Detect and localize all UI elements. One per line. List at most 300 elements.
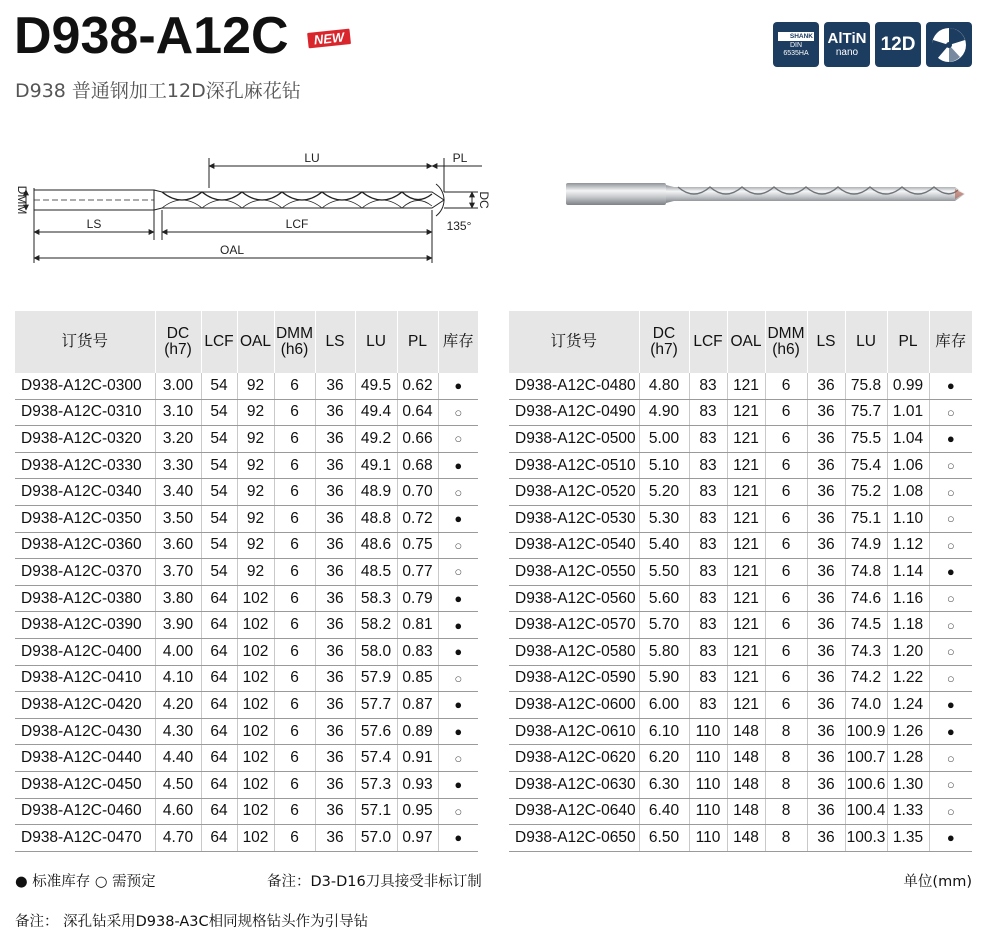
spec-cell: 36 — [807, 771, 845, 798]
column-header: LU — [845, 311, 887, 373]
spec-cell: 36 — [807, 612, 845, 639]
spec-cell: 1.16 — [887, 585, 929, 612]
stock-legend: ● 标准库存 ○ 需预定 — [15, 874, 156, 890]
spec-cell: 74.0 — [845, 692, 887, 719]
stock-cell: ○ — [438, 665, 478, 692]
spec-cell: 6 — [765, 638, 807, 665]
spec-cell: 0.64 — [397, 399, 438, 426]
spec-cell: 148 — [727, 745, 765, 772]
stock-cell: ● — [438, 825, 478, 852]
spec-cell: 3.30 — [155, 452, 201, 479]
spec-cell: 74.9 — [845, 532, 887, 559]
spec-cell: 4.10 — [155, 665, 201, 692]
spec-cell: 148 — [727, 718, 765, 745]
table-row — [15, 452, 478, 479]
custom-order-note: 备注：D3-D16刀具接受非标订制 — [267, 874, 482, 890]
spec-cell: 121 — [727, 665, 765, 692]
spec-cell: 0.77 — [397, 559, 438, 586]
spec-cell: 64 — [201, 612, 237, 639]
spec-cell: 5.50 — [639, 559, 689, 586]
order-number-cell: D938-A12C-0430 — [15, 718, 155, 745]
table-row — [509, 665, 972, 692]
spec-cell: 54 — [201, 505, 237, 532]
spec-cell: 48.9 — [355, 479, 397, 506]
table-row — [509, 373, 972, 399]
spec-cell: 3.10 — [155, 399, 201, 426]
order-number-cell: D938-A12C-0330 — [15, 452, 155, 479]
order-number-cell: D938-A12C-0420 — [15, 692, 155, 719]
spec-cell: 49.1 — [355, 452, 397, 479]
spec-cell: 64 — [201, 745, 237, 772]
stock-cell: ● — [438, 612, 478, 639]
spec-cell: 6 — [765, 665, 807, 692]
spec-cell: 1.22 — [887, 665, 929, 692]
table-row — [509, 585, 972, 612]
table-row — [509, 426, 972, 453]
spec-cell: 92 — [237, 399, 274, 426]
spec-cell: 57.0 — [355, 825, 397, 852]
spec-cell: 1.35 — [887, 825, 929, 852]
label-dc: DC — [477, 191, 491, 209]
spec-cell: 102 — [237, 825, 274, 852]
spec-cell: 54 — [201, 399, 237, 426]
spec-cell: 57.9 — [355, 665, 397, 692]
stock-cell: ○ — [929, 771, 972, 798]
column-header: OAL — [727, 311, 765, 373]
column-header: PL — [397, 311, 438, 373]
order-number-cell: D938-A12C-0640 — [509, 798, 639, 825]
table-row — [509, 452, 972, 479]
spec-cell: 121 — [727, 479, 765, 506]
spec-cell: 36 — [807, 718, 845, 745]
spec-cell: 110 — [689, 798, 727, 825]
spec-cell: 4.50 — [155, 771, 201, 798]
spec-cell: 1.08 — [887, 479, 929, 506]
order-number-cell: D938-A12C-0470 — [15, 825, 155, 852]
spec-cell: 83 — [689, 399, 727, 426]
stock-cell: ○ — [929, 399, 972, 426]
spec-cell: 0.72 — [397, 505, 438, 532]
spec-cell: 6 — [765, 692, 807, 719]
spec-cell: 36 — [807, 825, 845, 852]
table-row — [15, 585, 478, 612]
spec-cell: 100.6 — [845, 771, 887, 798]
spec-cell: 48.6 — [355, 532, 397, 559]
spec-cell: 36 — [315, 825, 355, 852]
spec-cell: 6.30 — [639, 771, 689, 798]
spec-cell: 74.3 — [845, 638, 887, 665]
spec-cell: 75.5 — [845, 426, 887, 453]
spec-cell: 57.1 — [355, 798, 397, 825]
spec-cell: 75.1 — [845, 505, 887, 532]
spec-cell: 1.04 — [887, 426, 929, 453]
spec-cell: 6.10 — [639, 718, 689, 745]
stock-cell: ○ — [438, 532, 478, 559]
stock-cell: ○ — [929, 479, 972, 506]
depth-12d-icon — [875, 22, 921, 67]
spec-cell: 83 — [689, 373, 727, 399]
spec-cell: 102 — [237, 692, 274, 719]
spec-cell: 121 — [727, 505, 765, 532]
stock-cell: ○ — [929, 612, 972, 639]
spec-icon-group — [773, 22, 972, 67]
spec-cell: 5.30 — [639, 505, 689, 532]
table-row — [15, 559, 478, 586]
spec-cell: 110 — [689, 718, 727, 745]
spec-cell: 1.24 — [887, 692, 929, 719]
spec-cell: 49.2 — [355, 426, 397, 453]
spec-cell: 3.70 — [155, 559, 201, 586]
stock-cell: ○ — [929, 505, 972, 532]
spec-cell: 110 — [689, 771, 727, 798]
spec-cell: 58.2 — [355, 612, 397, 639]
order-number-cell: D938-A12C-0480 — [509, 373, 639, 399]
spec-cell: 36 — [315, 718, 355, 745]
spec-cell: 64 — [201, 665, 237, 692]
column-header: 订货号 — [15, 311, 155, 373]
table-row — [15, 692, 478, 719]
spec-cell: 6 — [274, 479, 315, 506]
spec-cell: 92 — [237, 452, 274, 479]
spec-cell: 57.7 — [355, 692, 397, 719]
spec-cell: 6 — [274, 825, 315, 852]
spec-cell: 102 — [237, 718, 274, 745]
label-dmm: DMM — [15, 185, 29, 215]
spec-cell: 36 — [315, 771, 355, 798]
table-row — [15, 426, 478, 453]
order-number-cell: D938-A12C-0620 — [509, 745, 639, 772]
spec-cell: 54 — [201, 426, 237, 453]
spec-cell: 102 — [237, 771, 274, 798]
spec-cell: 6 — [765, 399, 807, 426]
order-number-cell: D938-A12C-0540 — [509, 532, 639, 559]
drill-product-image — [560, 170, 980, 220]
order-number-cell: D938-A12C-0360 — [15, 532, 155, 559]
spec-cell: 1.01 — [887, 399, 929, 426]
spec-cell: 58.3 — [355, 585, 397, 612]
page-title: D938-A12C — [14, 7, 289, 65]
spec-cell: 0.83 — [397, 638, 438, 665]
spec-cell: 36 — [807, 692, 845, 719]
table-row — [509, 692, 972, 719]
spec-cell: 121 — [727, 692, 765, 719]
spec-cell: 102 — [237, 612, 274, 639]
spec-cell: 121 — [727, 559, 765, 586]
stock-cell: ● — [438, 505, 478, 532]
spec-cell: 121 — [727, 426, 765, 453]
spec-cell: 36 — [315, 559, 355, 586]
stock-cell: ○ — [438, 479, 478, 506]
unit-label: 单位(mm) — [903, 874, 972, 890]
spec-cell: 6 — [274, 612, 315, 639]
table-row — [15, 373, 478, 399]
stock-cell: ○ — [438, 798, 478, 825]
spec-cell: 0.99 — [887, 373, 929, 399]
table-row — [15, 399, 478, 426]
column-header: LS — [315, 311, 355, 373]
spec-cell: 48.8 — [355, 505, 397, 532]
spec-cell: 36 — [315, 798, 355, 825]
order-number-cell: D938-A12C-0310 — [15, 399, 155, 426]
spec-cell: 92 — [237, 505, 274, 532]
order-number-cell: D938-A12C-0410 — [15, 665, 155, 692]
column-header: LCF — [689, 311, 727, 373]
spec-cell: 36 — [315, 638, 355, 665]
spec-cell: 1.14 — [887, 559, 929, 586]
table-row — [509, 718, 972, 745]
spec-cell: 36 — [807, 505, 845, 532]
order-number-cell: D938-A12C-0400 — [15, 638, 155, 665]
spec-cell: 4.80 — [639, 373, 689, 399]
spec-cell: 83 — [689, 638, 727, 665]
spec-cell: 1.06 — [887, 452, 929, 479]
order-number-cell: D938-A12C-0380 — [15, 585, 155, 612]
spec-cell: 0.89 — [397, 718, 438, 745]
stock-cell: ○ — [929, 532, 972, 559]
spec-cell: 4.70 — [155, 825, 201, 852]
spec-cell: 100.3 — [845, 825, 887, 852]
spec-cell: 36 — [807, 585, 845, 612]
altin-coating-icon — [824, 22, 870, 67]
spec-cell: 1.10 — [887, 505, 929, 532]
stock-cell: ● — [929, 559, 972, 586]
spec-cell: 5.60 — [639, 585, 689, 612]
table-row — [509, 638, 972, 665]
order-number-cell: D938-A12C-0600 — [509, 692, 639, 719]
table-row — [509, 505, 972, 532]
column-header: DMM (h6) — [765, 311, 807, 373]
spec-cell: 6 — [274, 532, 315, 559]
column-header: LU — [355, 311, 397, 373]
spec-cell: 6 — [274, 692, 315, 719]
spec-cell: 5.80 — [639, 638, 689, 665]
spec-cell: 6 — [274, 638, 315, 665]
spec-cell: 92 — [237, 373, 274, 399]
spec-cell: 121 — [727, 585, 765, 612]
stock-cell: ○ — [438, 399, 478, 426]
spec-cell: 1.28 — [887, 745, 929, 772]
spec-cell: 5.10 — [639, 452, 689, 479]
spec-cell: 121 — [727, 638, 765, 665]
spec-cell: 54 — [201, 373, 237, 399]
dimension-drawing — [12, 148, 492, 268]
spec-cell: 1.33 — [887, 798, 929, 825]
spec-cell: 92 — [237, 426, 274, 453]
column-header: 订货号 — [509, 311, 639, 373]
table-row — [15, 825, 478, 852]
table-row — [509, 798, 972, 825]
spec-cell: 100.9 — [845, 718, 887, 745]
spec-cell: 6 — [765, 612, 807, 639]
order-number-cell: D938-A12C-0580 — [509, 638, 639, 665]
spec-cell: 6.20 — [639, 745, 689, 772]
shank-standard: 6535HA — [783, 49, 809, 57]
spec-table-left — [15, 311, 478, 852]
column-header: LCF — [201, 311, 237, 373]
table-row — [509, 399, 972, 426]
spec-cell: 6 — [274, 426, 315, 453]
stock-cell: ● — [929, 825, 972, 852]
spec-cell: 8 — [765, 798, 807, 825]
order-number-cell: D938-A12C-0610 — [509, 718, 639, 745]
order-number-cell: D938-A12C-0560 — [509, 585, 639, 612]
spec-cell: 1.12 — [887, 532, 929, 559]
spec-cell: 74.8 — [845, 559, 887, 586]
spec-cell: 5.90 — [639, 665, 689, 692]
spec-cell: 121 — [727, 532, 765, 559]
spec-cell: 36 — [807, 373, 845, 399]
stock-cell: ○ — [929, 798, 972, 825]
spec-cell: 48.5 — [355, 559, 397, 586]
stock-cell: ● — [438, 452, 478, 479]
spec-cell: 8 — [765, 745, 807, 772]
order-number-cell: D938-A12C-0370 — [15, 559, 155, 586]
spec-cell: 4.90 — [639, 399, 689, 426]
stock-cell: ● — [438, 585, 478, 612]
new-badge-text: NEW — [313, 29, 345, 48]
spec-cell: 36 — [807, 638, 845, 665]
order-number-cell: D938-A12C-0450 — [15, 771, 155, 798]
spec-cell: 6 — [274, 665, 315, 692]
spec-cell: 83 — [689, 585, 727, 612]
spec-cell: 6 — [765, 426, 807, 453]
new-badge — [304, 26, 354, 50]
spec-cell: 64 — [201, 771, 237, 798]
spec-cell: 64 — [201, 798, 237, 825]
order-number-cell: D938-A12C-0520 — [509, 479, 639, 506]
spec-cell: 6 — [274, 718, 315, 745]
table-header-row — [509, 311, 972, 373]
table-row — [15, 771, 478, 798]
order-number-cell: D938-A12C-0570 — [509, 612, 639, 639]
spec-cell: 0.91 — [397, 745, 438, 772]
stock-cell: ○ — [929, 665, 972, 692]
spec-cell: 0.62 — [397, 373, 438, 399]
spec-cell: 75.4 — [845, 452, 887, 479]
table-row — [15, 745, 478, 772]
spec-cell: 36 — [807, 798, 845, 825]
column-header: 库存 — [929, 311, 972, 373]
spec-cell: 6 — [274, 559, 315, 586]
order-number-cell: D938-A12C-0490 — [509, 399, 639, 426]
stock-cell: ○ — [438, 559, 478, 586]
spec-table-right — [509, 311, 972, 852]
shank-din: DIN — [789, 41, 803, 49]
spec-cell: 0.68 — [397, 452, 438, 479]
spec-cell: 36 — [315, 452, 355, 479]
spec-cell: 8 — [765, 825, 807, 852]
spec-cell: 92 — [237, 559, 274, 586]
spec-cell: 36 — [807, 399, 845, 426]
spec-cell: 5.00 — [639, 426, 689, 453]
spec-cell: 64 — [201, 692, 237, 719]
spec-cell: 0.95 — [397, 798, 438, 825]
label-pl: PL — [452, 151, 468, 165]
shank-din-icon — [773, 22, 819, 67]
stock-cell: ● — [929, 373, 972, 399]
column-header: DC (h7) — [155, 311, 201, 373]
spec-cell: 36 — [315, 692, 355, 719]
spec-cell: 36 — [807, 559, 845, 586]
spec-cell: 0.66 — [397, 426, 438, 453]
spec-cell: 121 — [727, 373, 765, 399]
spec-cell: 6.50 — [639, 825, 689, 852]
spec-cell: 1.20 — [887, 638, 929, 665]
order-number-cell: D938-A12C-0630 — [509, 771, 639, 798]
spec-cell: 54 — [201, 532, 237, 559]
spec-cell: 6 — [274, 798, 315, 825]
stock-cell: ● — [438, 373, 478, 399]
spec-cell: 6.00 — [639, 692, 689, 719]
spec-cell: 3.90 — [155, 612, 201, 639]
column-header: PL — [887, 311, 929, 373]
spec-cell: 0.93 — [397, 771, 438, 798]
spec-cell: 100.7 — [845, 745, 887, 772]
table-row — [509, 532, 972, 559]
spec-cell: 57.4 — [355, 745, 397, 772]
spec-cell: 75.7 — [845, 399, 887, 426]
spec-cell: 6.40 — [639, 798, 689, 825]
order-number-cell: D938-A12C-0440 — [15, 745, 155, 772]
spec-cell: 36 — [807, 426, 845, 453]
table-row — [509, 612, 972, 639]
spec-cell: 6 — [765, 505, 807, 532]
stock-cell: ○ — [929, 452, 972, 479]
label-angle: 135° — [446, 219, 472, 233]
spec-cell: 102 — [237, 585, 274, 612]
table-row — [509, 745, 972, 772]
pilot-drill-note: 备注： 深孔钻采用D938-A3C相同规格钻头作为引导钻 — [15, 914, 369, 930]
spec-cell: 83 — [689, 426, 727, 453]
spec-cell: 36 — [315, 479, 355, 506]
spec-cell: 36 — [315, 505, 355, 532]
spec-cell: 64 — [201, 585, 237, 612]
table-row — [15, 665, 478, 692]
spec-cell: 36 — [807, 479, 845, 506]
table-row — [15, 479, 478, 506]
spec-cell: 6 — [274, 585, 315, 612]
spec-cell: 83 — [689, 559, 727, 586]
page-subtitle: D938 普通钢加工12D深孔麻花钻 — [15, 80, 301, 102]
spec-cell: 121 — [727, 452, 765, 479]
stock-cell: ○ — [438, 745, 478, 772]
spec-cell: 36 — [315, 399, 355, 426]
spec-cell: 102 — [237, 665, 274, 692]
spec-cell: 148 — [727, 771, 765, 798]
order-number-cell: D938-A12C-0320 — [15, 426, 155, 453]
spec-cell: 36 — [807, 452, 845, 479]
order-number-cell: D938-A12C-0550 — [509, 559, 639, 586]
table-row — [509, 479, 972, 506]
spec-cell: 3.60 — [155, 532, 201, 559]
stock-cell: ○ — [438, 426, 478, 453]
spec-cell: 58.0 — [355, 638, 397, 665]
spec-cell: 36 — [315, 532, 355, 559]
stock-cell: ● — [438, 771, 478, 798]
spec-cell: 92 — [237, 532, 274, 559]
depth-label: 12D — [880, 33, 916, 55]
spec-cell: 3.00 — [155, 373, 201, 399]
spec-cell: 102 — [237, 745, 274, 772]
spec-cell: 4.20 — [155, 692, 201, 719]
spec-cell: 3.80 — [155, 585, 201, 612]
spec-cell: 4.30 — [155, 718, 201, 745]
spec-cell: 8 — [765, 771, 807, 798]
spec-cell: 57.6 — [355, 718, 397, 745]
spec-cell: 3.20 — [155, 426, 201, 453]
drill-tip-icon — [926, 22, 972, 67]
spec-cell: 36 — [315, 426, 355, 453]
